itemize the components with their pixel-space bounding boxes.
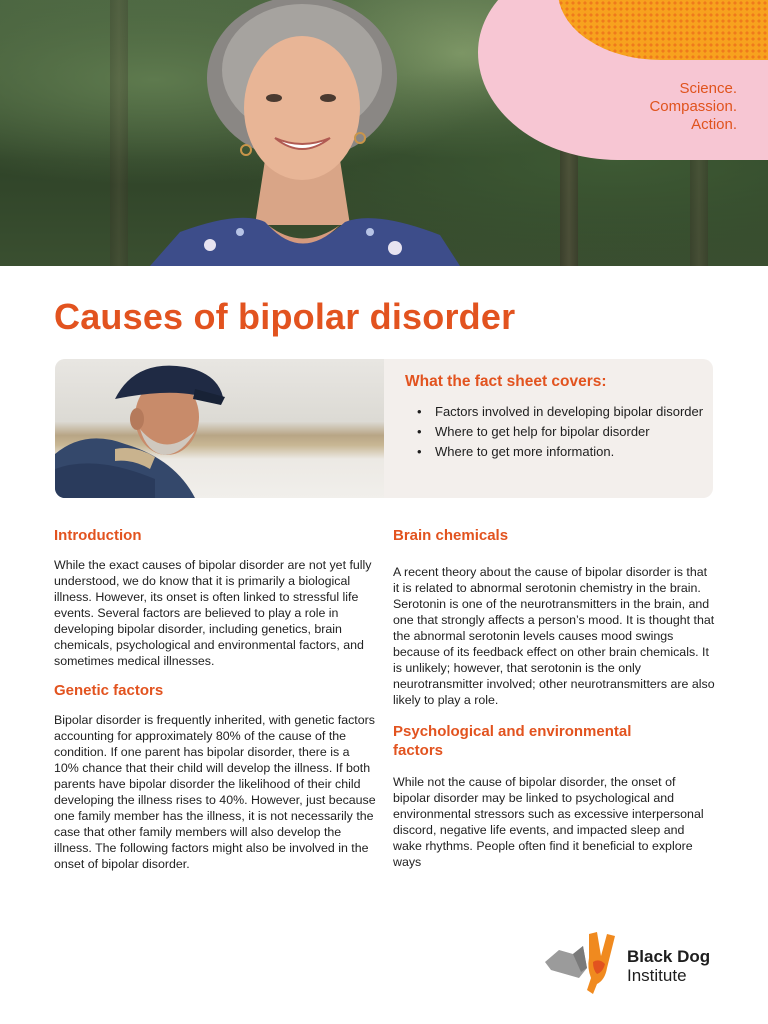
list-item: • Factors involved in developing bipolar disorder [405,404,705,420]
tagline [649,80,737,134]
covers-heading: What the fact sheet covers: [405,373,607,390]
covers-panel [405,373,705,464]
logo-text-line-2: Institute [627,966,687,985]
dog-head-icon [543,928,623,994]
introduction-text: While the exact causes of bipolar disorder are not yet fully understood, we do know that it is primarily a biological illness. However, its onset is often linked to stressful life events. Several factors are believed to play a role in developing bipolar disorder, including genetics, brain chemicals, psychological and environmental factors, and sometimes medical illnesses. [54,558,372,668]
psychological-factors-text: While not the cause of bipolar disorder, the onset of bipolar disorder may be linked to psychological and environmental stressors such as excessive interpersonal discord, negative life events, and impacted sleep and wake rhythms. People often find it beneficial to explore ways [393,775,704,869]
list-item: • Where to get more information. [405,444,705,460]
list-item: • Where to get help for bipolar disorder [405,424,705,440]
genetic-factors-text: Bipolar disorder is frequently inherited, with genetic factors accounting for approximately 80% of the cause of the condition. If one parent has bipolar disorder, there is a 10% chance that their child will develop the illness. If both parents have bipolar disorder the likelihood of their child developing the illness rises to 40%. However, just because one family member has the illness, it is not necessarily the case that other family members will also develop the illness. The following factors might also be involved in the onset of bipolar disorder. [54,713,376,871]
man-in-cap-photo [55,359,384,498]
left-column [54,526,376,872]
logo-text-line-1: Black Dog [627,947,711,966]
logo-text [627,947,710,985]
page-title: Causes of bipolar disorder [54,296,516,337]
brain-chemicals-heading: Brain chemicals [393,527,509,544]
tagline-line-1: Science. [679,80,737,97]
man-portrait [55,359,384,498]
covers-list [405,404,705,460]
genetic-factors-heading: Genetic factors [54,682,164,699]
woman-portrait [150,0,460,266]
brain-chemicals-text: A recent theory about the cause of bipolar disorder is that it is related to abnormal serotonin chemistry in the brain. Serotonin is one of the neurotransmitters in the brain, and one that strongly affects a person’s mood. It is thought that the abnormal serotonin levels causes mood swings because of its feedback effect on other brain chemicals. It is unlikely; however, that serotonin is the only neurotransmitter involved; other neurotransmitters are also likely to play a role. [393,565,715,707]
introduction-heading: Introduction [54,527,142,544]
right-column [393,526,715,870]
tagline-line-2: Compassion. [649,98,737,115]
psychological-factors-heading: Psychological and environmental factors [393,723,632,759]
black-dog-institute-logo [543,928,723,998]
fact-sheet-covers-box [55,359,713,498]
tagline-line-3: Action. [691,116,737,133]
hero-photo [0,0,768,266]
